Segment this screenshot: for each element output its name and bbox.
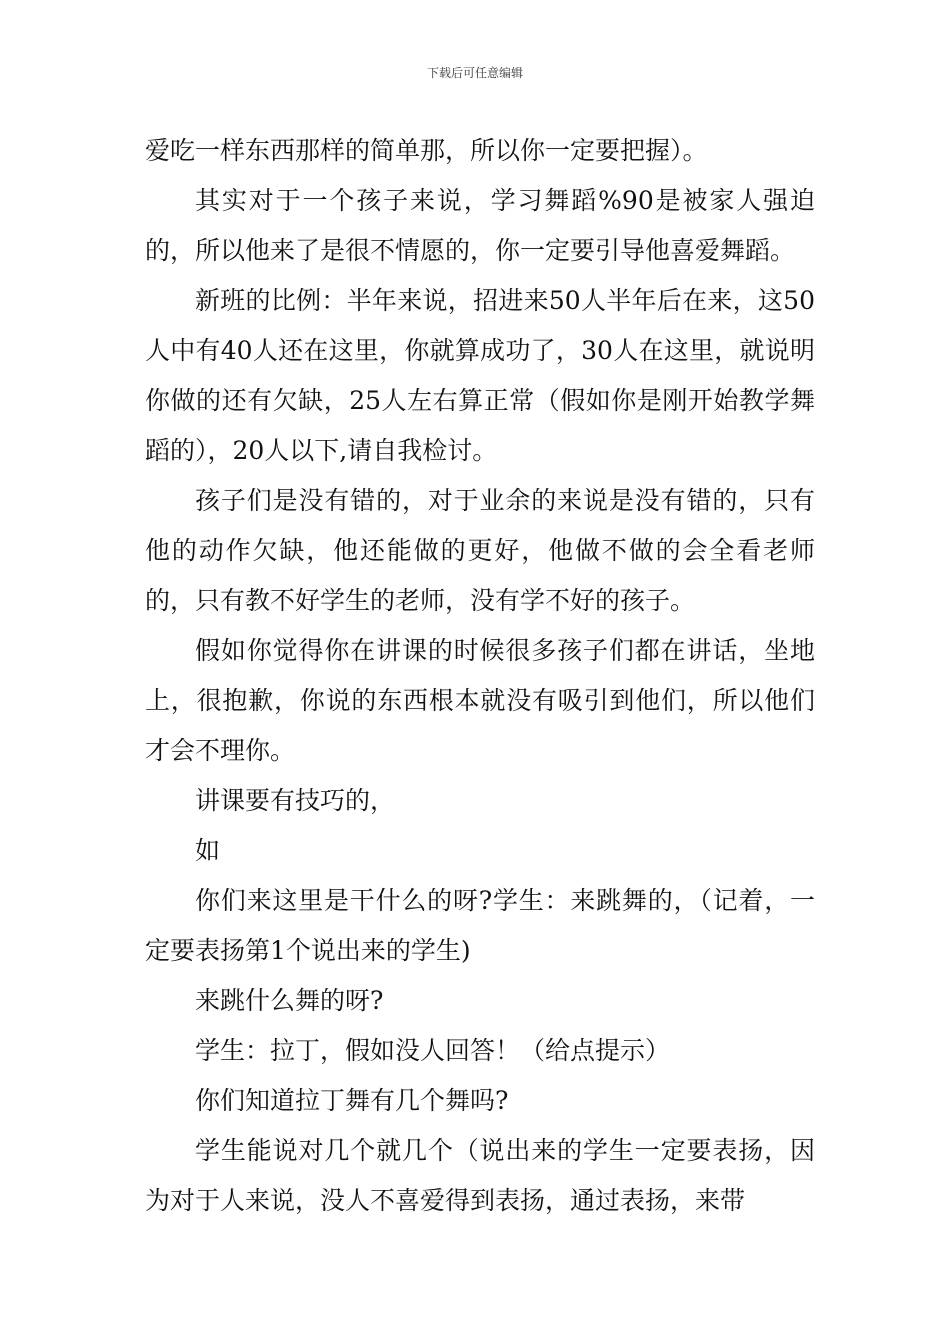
paragraph-4: 孩子们是没有错的，对于业余的来说是没有错的，只有他的动作欠缺，他还能做的更好，他做不做的会全看老师的，只有教不好学生的老师，没有学不好的孩子。	[145, 486, 815, 615]
page-header: 下载后可任意编辑	[426, 66, 523, 80]
paragraph-8: 你们来这里是干什么的呀?学生：来跳舞的，（记着，一定要表扬第1个说出来的学生)	[145, 886, 815, 965]
paragraph-7: 如	[195, 836, 221, 865]
paragraph-3: 新班的比例：半年来说，招进来50人半年后在来，这50人中有40人还在这里，你就算成功了，30人在这里，就说明你做的还有欠缺，25人左右算正常（假如你是刚开始教学舞蹈的），20人以下,请自我检讨。	[145, 286, 815, 465]
paragraph-11: 你们知道拉丁舞有几个舞吗?	[195, 1086, 509, 1115]
paragraph-1: 爱吃一样东西那样的简单那，所以你一定要把握）。	[145, 136, 708, 165]
paragraph-12: 学生能说对几个就几个（说出来的学生一定要表扬，因为对于人来说，没人不喜爱得到表扬，通过表扬，来带	[145, 1136, 815, 1215]
paragraph-2: 其实对于一个孩子来说，学习舞蹈%90是被家人强迫的，所以他来了是很不情愿的，你一定要引导他喜爱舞蹈。	[145, 186, 815, 265]
document-body	[145, 126, 815, 1226]
paragraph-6: 讲课要有技巧的，	[195, 786, 396, 815]
paragraph-9: 来跳什么舞的呀?	[195, 986, 384, 1015]
paragraph-10: 学生：拉丁，假如没人回答！（给点提示）	[195, 1036, 671, 1065]
paragraph-5: 假如你觉得你在讲课的时候很多孩子们都在讲话，坐地上，很抱歉，你说的东西根本就没有吸引到他们，所以他们才会不理你。	[145, 636, 815, 765]
